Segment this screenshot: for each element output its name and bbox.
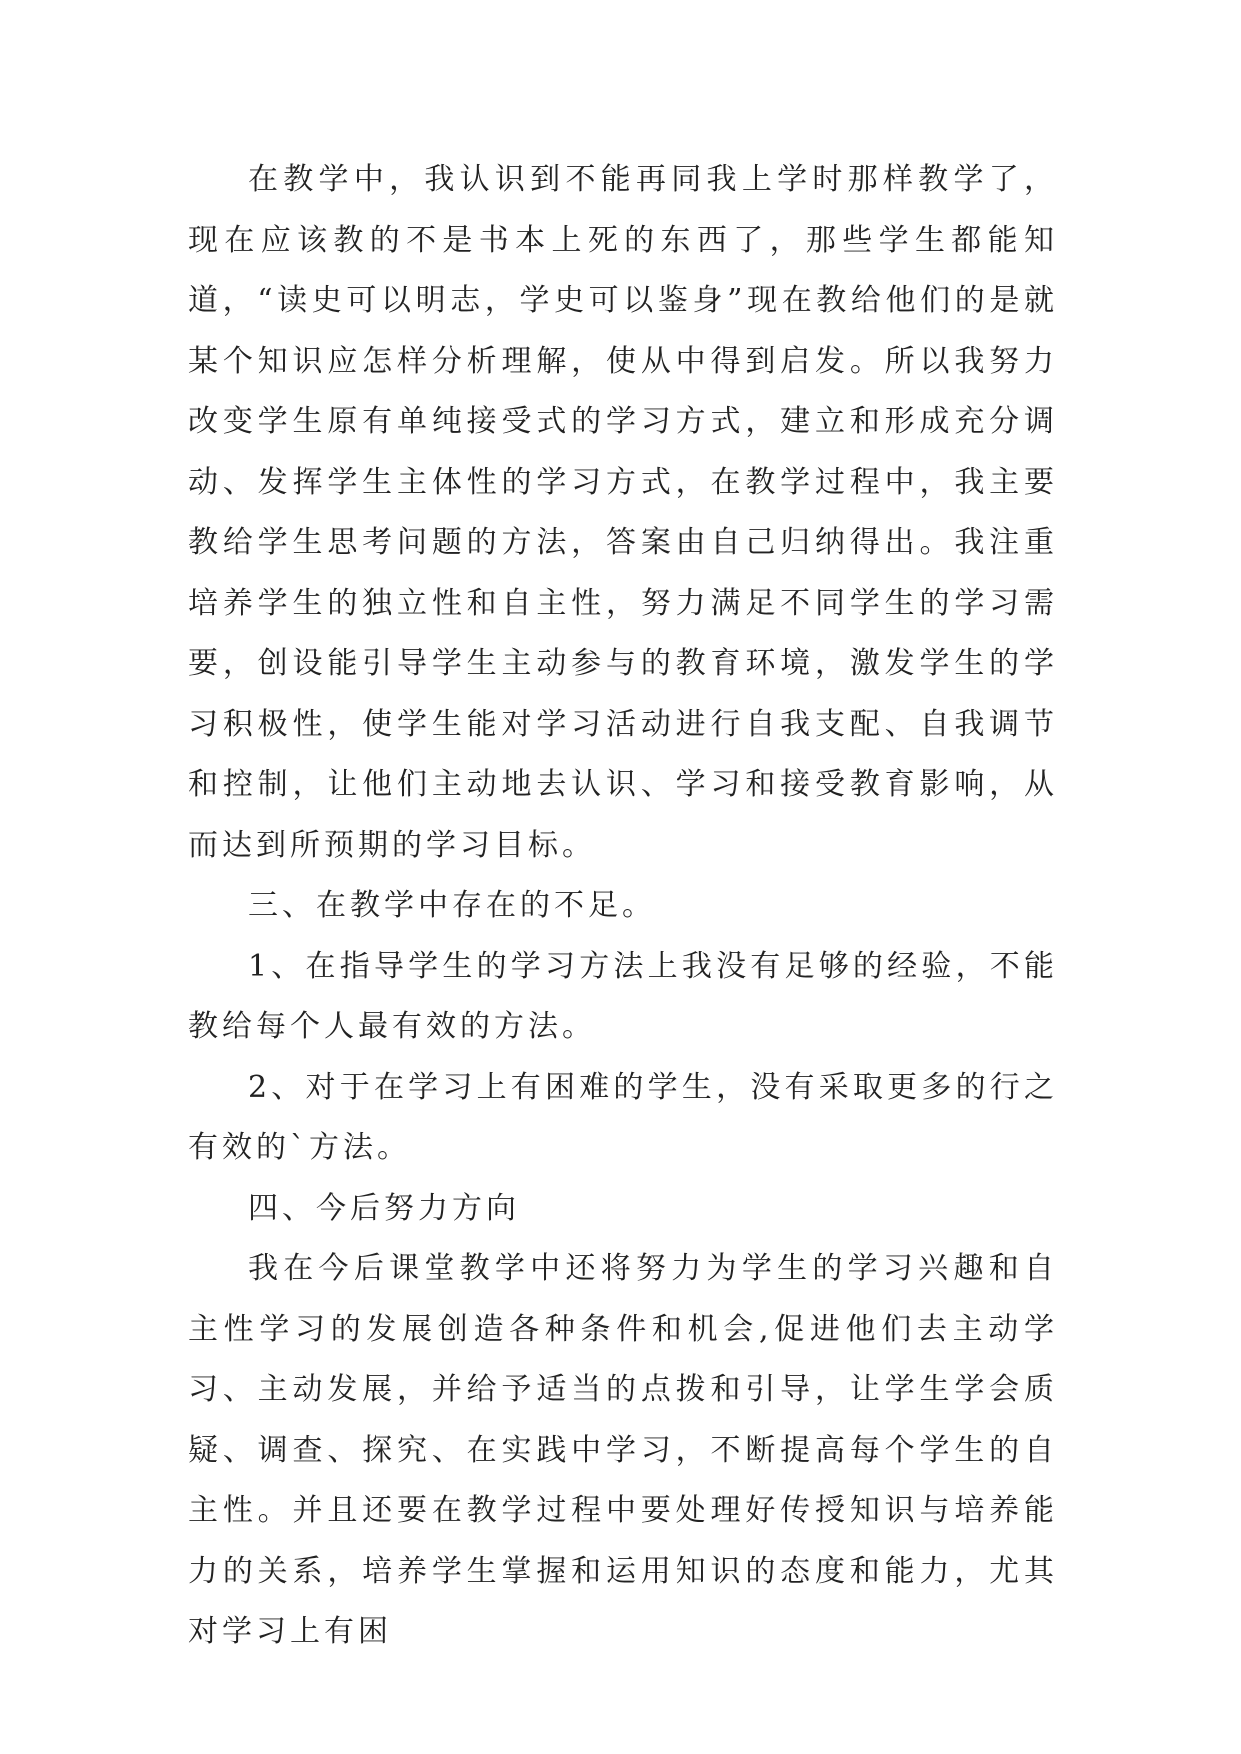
paragraph-future-plans: 我在今后课堂教学中还将努力为学生的学习兴趣和自主性学习的发展创造各种条件和机会,促进他们去主动学习、主动发展，并给予适当的点拨和引导，让学生学会质疑、调查、探究、在实践中学习，不断提高每个学生的自主性。并且还要在教学过程中要处理好传授知识与培养能力的关系，培养学生掌握和运用知识的态度和能力，尤其对学习上有困 [188, 1251, 1058, 1649]
list-item-shortcoming-2: 2、对于在学习上有困难的学生，没有采取更多的行之有效的`方法。 [188, 1069, 1058, 1165]
paragraph-teaching-reflection: 在教学中，我认识到不能再同我上学时那样教学了，现在应该教的不是书本上死的东西了，那些学生都能知道，“读史可以明志，学史可以鉴身”现在教给他们的是就某个知识应怎样分析理解，使从中得到启发。所以我努力改变学生原有单纯接受式的学习方式，建立和形成充分调动、发挥学生主体性的学习方式，在教学过程中，我主要教给学生思考问题的方法，答案由自己归纳得出。我注重培养学生的独立性和自主性，努力满足不同学生的学习需要，创设能引导学生主动参与的教育环境，激发学生的学习积极性，使学生能对学习活动进行自我支配、自我调节和控制，让他们主动地去认识、学习和接受教育影响，从而达到所预期的学习目标。 [188, 162, 1058, 863]
section-heading-shortcomings: 三、在教学中存在的不足。 [248, 888, 656, 923]
document-body [188, 150, 1058, 1663]
list-item-shortcoming-1: 1、在指导学生的学习方法上我没有足够的经验，不能教给每个人最有效的方法。 [188, 948, 1058, 1044]
section-heading-future-direction: 四、今后努力方向 [248, 1190, 520, 1226]
